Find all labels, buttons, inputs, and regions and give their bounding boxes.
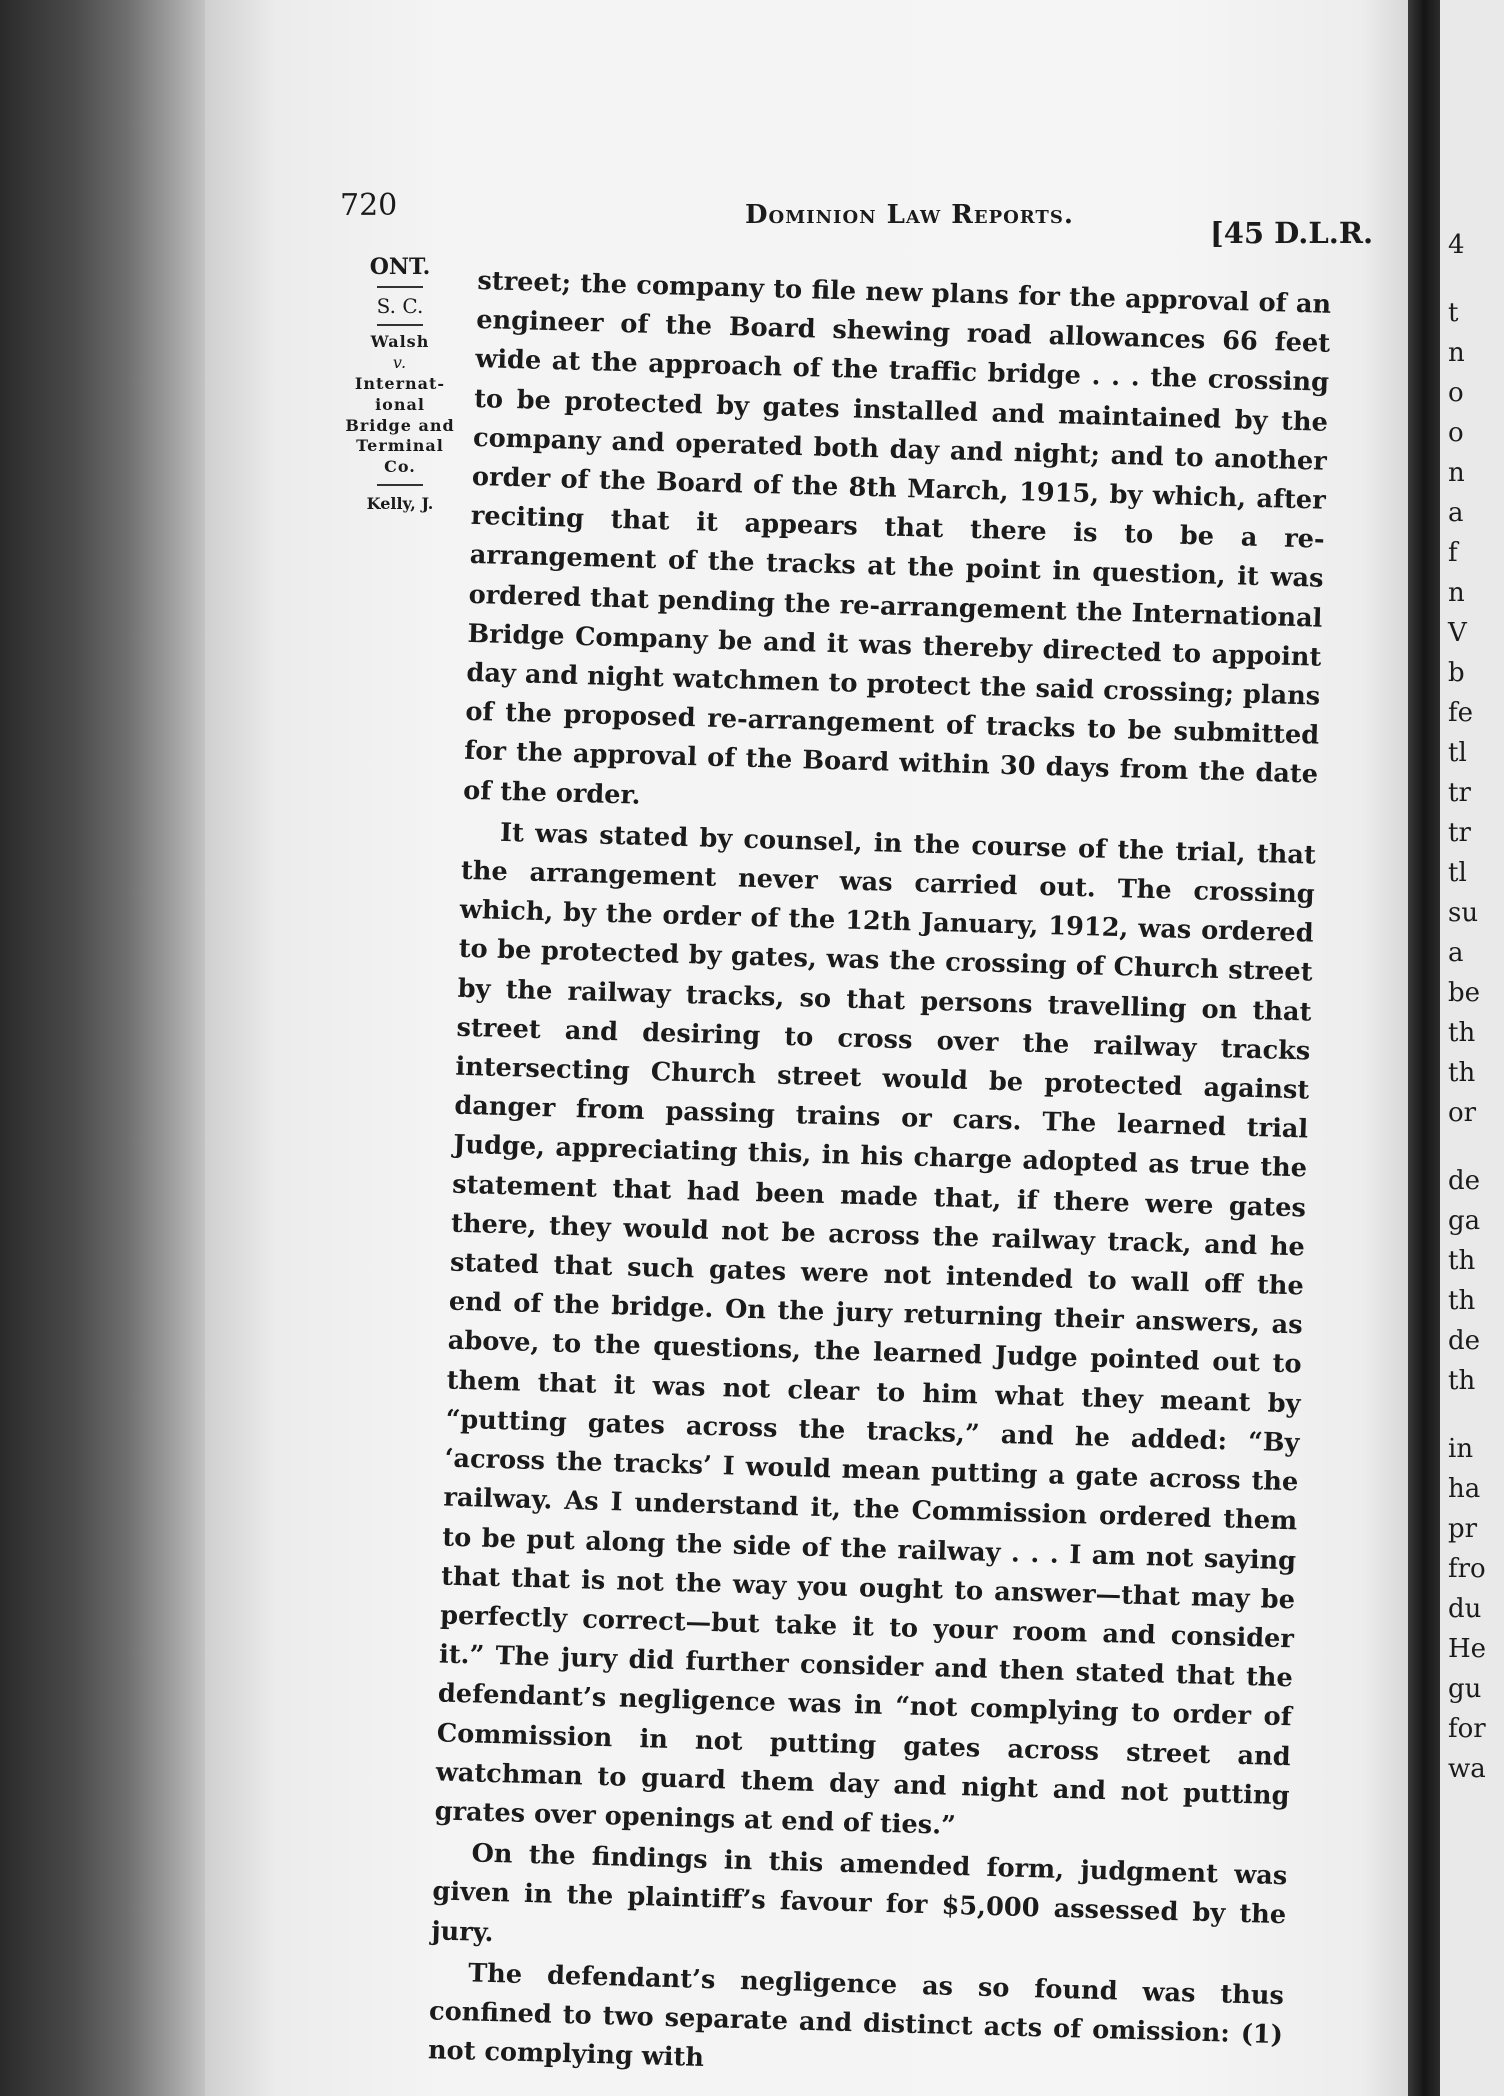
next-page-fragment: gu — [1448, 1674, 1482, 1704]
next-page-fragment: th — [1448, 1058, 1476, 1088]
next-page-fragment: du — [1448, 1594, 1482, 1624]
paragraph: On the findings in this amended form, judgment was given in the plaintiff’s favour for $5,000 assessed by the jury. — [430, 1838, 1288, 1948]
next-page-edge — [1440, 0, 1504, 2096]
case-name-line: Terminal — [356, 436, 444, 456]
next-page-fragment: for — [1448, 1714, 1486, 1744]
next-page-fragment: pr — [1448, 1514, 1478, 1544]
next-page-fragment: tr — [1448, 778, 1471, 808]
running-title: Dominion Law Reports. — [745, 200, 1074, 230]
next-page-fragment: th — [1448, 1246, 1476, 1276]
next-page-fragment: or — [1448, 1098, 1477, 1128]
next-page-fragment: su — [1448, 898, 1479, 928]
next-page-fragment: tl — [1448, 858, 1467, 888]
case-name — [330, 332, 470, 478]
volume-reference: [45 D.L.R. — [1210, 216, 1374, 250]
next-page-fragment: ga — [1448, 1206, 1481, 1236]
judge-name: Kelly, J. — [366, 493, 434, 513]
next-page-fragment: in — [1448, 1434, 1474, 1464]
next-page-fragment: wa — [1448, 1754, 1486, 1784]
case-name-line: Internat- — [354, 373, 446, 393]
next-page-fragment: n — [1448, 338, 1465, 368]
next-page-fragment: o — [1448, 418, 1464, 448]
case-name-line: v. — [392, 353, 408, 373]
book-gutter — [1408, 0, 1440, 2096]
paragraph: It was stated by counsel, in the course of the trial, that the arrangement never was carried out. The crossing which, by the order of the 12th January, 1912, was ordered to be protected by gates, was the crossing of Church street by the railway tracks, so that persons travelling on that street and desiring to cross over the railway tracks intersecting Church street would be protected against danger from passing trains or cars. The learned trial Judge, appreciating this, in his charge adopted as true the statement that had been made that, if there were gates there, they would not be across the railway track, and he stated that such gates were not intended to wall off the end of the bridge. On the jury returning their answers, as above, to the questions, the learned Judge pointed out to them that it was not clear to him what they meant by “putting gates across the tracks,” and he added: “By ‘across the tracks’ I would mean putting a gate across the railway. As I understand it, the Commission ordered them to be put along the side of the railway . . . I am not saying that that is not the way you ought to answer—that may be perfectly correct—but take it to your room and consider it.” The jury did further consider and then stated that the defendant’s negligence was in “not complying to order of Commission in not putting gates across street and watchman to guard them day and night and not putting grates over openings at end of ties.” — [434, 817, 1317, 1841]
case-name-line: Walsh — [370, 332, 430, 352]
next-page-fragment: ha — [1448, 1474, 1481, 1504]
next-page-fragment: n — [1448, 458, 1465, 488]
divider — [377, 484, 423, 486]
next-page-fragment: t — [1448, 298, 1459, 328]
next-page-fragment: o — [1448, 378, 1464, 408]
next-page-fragment: tr — [1448, 818, 1471, 848]
case-name-line: Co. — [384, 457, 416, 477]
paragraph: The defendant’s negligence as so found was thus confined to two separate and distinct acts of omission: (1) not complying with — [427, 1958, 1285, 2074]
next-page-fragment: a — [1448, 938, 1464, 968]
book-edge-left — [0, 0, 210, 2096]
next-page-fragment: th — [1448, 1286, 1476, 1316]
next-page-fragment: b — [1448, 658, 1465, 688]
divider — [377, 324, 423, 326]
next-page-fragment: fe — [1448, 698, 1474, 728]
next-page-fragment: de — [1448, 1166, 1481, 1196]
next-page-fragment: fro — [1448, 1554, 1486, 1584]
paragraph: street; the company to file new plans for the approval of an engineer of the Board shewing road allowances 66 feet wide at the approach of the traffic bridge . . . the crossing to be protected by gates installed and maintained by the company and operated both day and night; and to another order of the Board of the 8th March, 1915, by which, after reciting that it appears that there is to be a re-arrangement of the tracks at the point in question, it was ordered that pending the re-arrangement the International Bridge Company be and it was thereby directed to appoint day and night watchmen to protect the said crossing; plans of the proposed re-arrangement of tracks to be submitted for the approval of the Board within 30 days from the date of the order. — [462, 265, 1332, 811]
next-page-fragment: 4 — [1448, 230, 1465, 260]
next-page-fragment: He — [1448, 1634, 1487, 1664]
next-page-fragment: th — [1448, 1366, 1476, 1396]
next-page-fragment: V — [1448, 618, 1467, 648]
jurisdiction: ONT. — [369, 254, 431, 280]
next-page-fragment: tl — [1448, 738, 1467, 768]
next-page-fragment: a — [1448, 498, 1464, 528]
case-name-line: Bridge and — [345, 415, 455, 435]
court: S. C. — [376, 294, 424, 319]
next-page-fragment: be — [1448, 978, 1481, 1008]
next-page-fragment: n — [1448, 578, 1465, 608]
body-text — [427, 262, 1331, 2094]
next-page-fragment: th — [1448, 1018, 1476, 1048]
divider — [377, 286, 423, 288]
page-number: 720 — [340, 188, 398, 223]
next-page-fragment: de — [1448, 1326, 1481, 1356]
next-page-fragment: f — [1448, 538, 1458, 568]
margin-notes — [330, 254, 470, 513]
case-name-line: ional — [375, 394, 425, 414]
